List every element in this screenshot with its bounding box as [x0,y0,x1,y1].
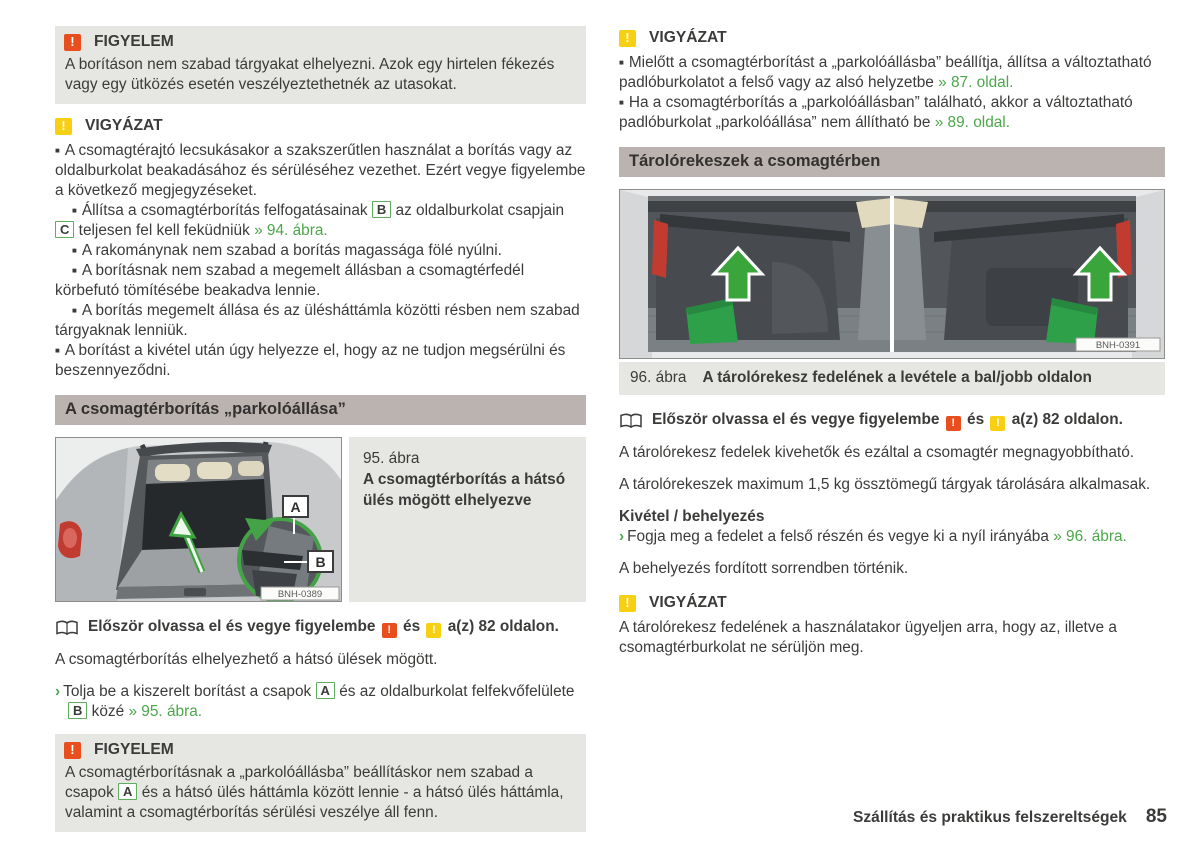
svg-text:A: A [290,499,301,515]
warning-red-icon: ! [64,742,81,759]
svg-text:BNH-0391: BNH-0391 [1095,340,1141,351]
caution-yellow-icon: ! [426,623,441,638]
section-header-storage-compartments: Tárolórekeszek a csomagtérben [619,147,1165,177]
bullet-item: ■ Ha a csomagtérborítás a „parkolóállásban” található, akkor a változtatható padlóburkolat „parkolóállása” nem állítható be » 89. oldal. [619,94,1133,131]
caution-bullet-list [55,141,586,381]
figure-94-link[interactable]: » 94. ábra. [254,222,328,239]
bullet-item: ■ A rakománynak nem szabad a borítás magassága fölé nyúlni. [72,242,502,259]
bullet-icon: ■ [72,266,77,275]
page-87-link[interactable]: » 87. oldal. [938,74,1014,91]
ref-letter-a: A [118,783,137,800]
bullet-item: ■ A borítást a kivétel után úgy helyezze el, hogy az ne tudjon megsérülni és beszennyeződni. [55,342,566,379]
open-book-icon [619,413,643,429]
left-column [55,26,586,832]
figure-96-image [619,189,1165,359]
chapter-title: Szállítás és praktikus felszereltségek [852,809,1127,826]
instruction-step: › Fogja meg a fedelet a felső részén és vegye ki a nyíl irányába » 96. ábra. [619,528,1127,545]
caution-body: A tárolórekesz fedelének a használatakor ügyeljen arra, hogy az, illetve a csomagtérburkolat ne sérüljön meg. [619,619,1117,656]
warning-box-covering [55,26,586,104]
caution-section-cover [55,116,586,381]
bullet-item: ■ A borítás megemelt állása és az ülésháttámla közötti résben nem szabad tárgyaknak lenniük. [55,302,580,339]
paragraph: A tárolórekesz fedelek kivehetők és ezáltal a csomagtér megnagyobbítható. [619,444,1135,461]
caution-title: VIGYÁZAT [649,594,727,611]
right-column [619,26,1165,832]
bullet-icon: ■ [72,246,77,255]
bullet-icon: ■ [619,98,624,107]
headrest-shape [892,198,928,228]
ref-letter-a: A [316,682,335,699]
bullet-icon: ■ [72,306,77,315]
image-code-tag [261,587,339,600]
ref-letter-b: B [68,702,87,719]
image-code-tag [1076,338,1160,351]
paragraph: A behelyezés fordított sorrendben történik. [619,560,909,577]
bullet-item: ■ Állítsa a csomagtérborítás felfogatásainak B az oldalburkolat csapjain C teljesen fel kell feküdniük » 94. ábra. [55,201,586,241]
caution-yellow-icon: ! [619,595,636,612]
figure-96-link[interactable]: » 96. ábra. [1053,528,1127,545]
warning-title: FIGYELEM [94,741,174,758]
section-header-parking-position: A csomagtérborítás „parkolóállása” [55,395,586,425]
step-arrow-icon: › [55,683,61,700]
bullet-item: ■ Mielőtt a csomagtérborítást a „parkolóállásba” beállítja, állítsa a változtatható padlóburkolatot a felső vagy az alsó helyzetbe » 87. oldal. [619,54,1152,91]
page-89-link[interactable]: » 89. oldal. [934,114,1011,131]
page-footer [853,807,1167,828]
instruction-step: › Tolja be a kiszerelt borítást a csapok A és az oldalburkolat felfekvőfelülete B közé » 95. ábra. [55,683,575,720]
warning-red-icon: ! [946,416,961,431]
figure-95-image [55,437,342,602]
paragraph: A tárolórekeszek maximum 1,5 kg össztömegű tárgyak tárolására alkalmasak. [619,476,1151,493]
caution-yellow-icon: ! [55,118,72,135]
figure-label: 96. ábra [630,369,687,386]
warning-header [64,740,574,760]
warning-red-icon: ! [382,623,397,638]
page-number: 85 [1145,806,1167,827]
warning-header [64,32,574,52]
warning-body: A borításon nem szabad tárgyakat elhelyezni. Azok egy hirtelen fékezés vagy egy ütközés esetén veszélyeztethetnék az utasokat. [65,56,555,93]
caution-header [55,116,586,136]
warning-body: A csomagtérborításnak a „parkolóállásba” beállításkor nem szabad a csapok A és a hátsó ülés háttámla között lennie - a hátsó ülés háttámla, valamint a csomagtérborítás sérülési veszélye áll fenn. [65,764,564,821]
figure-label: 95. ábra [363,450,420,467]
read-first-note [55,617,586,638]
caution-section-lids [619,593,1165,658]
read-first-text: Először olvassa el és vegye figyelembe ! és ! a(z) 82 oldalon. [88,618,559,636]
open-book-icon [55,620,79,636]
caution-title: VIGYÁZAT [649,29,727,46]
bullet-item: ■ A borításnak nem szabad a megemelt állásban a csomagtérfedél körbefutó tömítésébe beakadva lennie. [55,262,525,299]
caution-header [619,593,1165,613]
ref-letter-c: C [55,221,74,238]
figure-96 [619,189,1165,395]
figure-95 [55,437,586,602]
caution-bullet-list [619,53,1165,133]
step-arrow-icon: › [619,528,625,545]
subheading-removal-insertion: Kivétel / behelyezés [619,508,765,525]
figure-96-caption [619,362,1165,395]
headrest-shape [856,198,892,228]
figure-95-link[interactable]: » 95. ábra. [128,703,203,720]
marker-b-label [308,551,333,572]
figure-95-caption [349,437,586,602]
warning-box-parking [55,734,586,832]
bullet-icon: ■ [55,146,60,155]
bullet-icon: ■ [55,346,60,355]
warning-red-icon: ! [64,34,81,51]
svg-text:B: B [315,554,326,570]
svg-text:BNH-0389: BNH-0389 [277,589,323,600]
figure-caption-text: A tárolórekesz fedelének a levétele a bal/jobb oldalon [702,369,1092,386]
caution-yellow-icon: ! [619,30,636,47]
bullet-icon: ■ [72,206,77,215]
paragraph: A csomagtérborítás elhelyezhető a hátsó ülések mögött. [55,651,438,668]
marker-a-label [283,496,308,517]
taillight-shape [652,220,668,278]
read-first-text: Először olvassa el és vegye figyelembe ! és ! a(z) 82 oldalon. [652,411,1123,429]
ref-letter-b: B [372,201,391,218]
figure-caption-text: A csomagtérborítás a hátsó ülés mögött elhelyezve [363,471,566,509]
bullet-icon: ■ [619,58,624,67]
warning-title: FIGYELEM [94,33,174,50]
caution-header [619,28,1165,48]
bullet-item: ■ A csomagtérajtó lecsukásakor a szakszerűtlen használat a borítás vagy az oldalburkolat beakadásához és sérüléséhez vezethet. Ezért vegye figyelembe a következő megjegyzéseket. [55,142,586,199]
read-first-note [619,410,1165,431]
caution-section-floor [619,28,1165,133]
caution-yellow-icon: ! [990,416,1005,431]
caution-title: VIGYÁZAT [85,117,163,134]
